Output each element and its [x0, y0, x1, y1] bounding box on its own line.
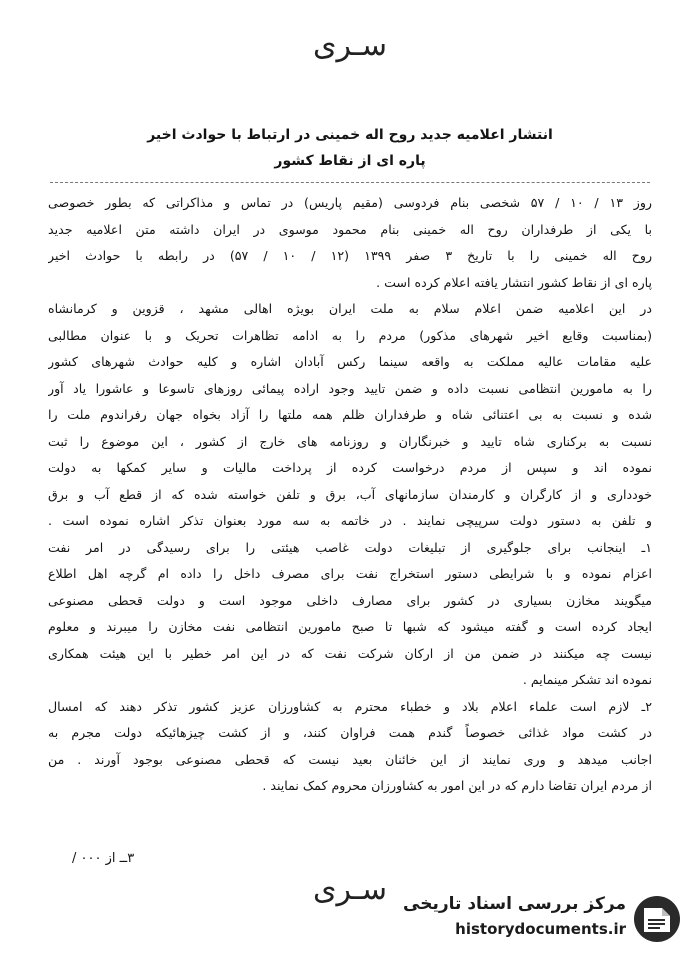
body-line: اعزام نموده و با شرایطی دستور استخراج نفت برای مصرف داخل را داده ام گرچه اهل اطلاع [48, 566, 652, 581]
body-line: پاره ای از نقاط کشور انتشار یافته اعلام کرده است . [376, 274, 652, 290]
body-line: را به مامورین انتظامی نسبت داده و ضمن تایید وجود اراده پیمائی روزهای تاسوعا و عاشورا یاد آور [48, 380, 652, 396]
body-line: نسبت به برکناری شاه تایید و خبرنگاران و روزنامه های خارج از کشور ، این موضوع را ثبت [48, 433, 652, 449]
body-line: روز ۱۳ / ۱۰ / ۵۷ شخصی بنام فردوسی (مقیم پاریس) در تماس و مذاکراتی که بطور خصوصی [48, 195, 652, 210]
body-line: میگویند مخازن بسیاری در کشور برای مصارف داخلی موجود است و دولت قحطی مصنوعی [48, 592, 652, 608]
body-line: ۱ـ اینجانب برای جلوگیری از تبلیغات دولت غاصب هیئتی را برای رسیدگی در امر نفت [48, 539, 652, 555]
watermark-title: مرکز بررسی اسناد تاریخی [403, 894, 626, 914]
body-line: شده و نسبت به بی اعتنائی شاه و طرفداران ظلم همه ملتها را آزاد بخواه جهان رفراندوم ملت را [48, 407, 652, 422]
body-line: خودداری و از کارگران و کارمندان سازمانهای آب، برق و تلفن خواسته شده که از قطع آب و برق [48, 486, 652, 502]
body-line: نیست چه میکنند در ضمن من از ارکان شرکت نفت که در این امر خطیر با این هیئت همکاری [48, 645, 652, 661]
page-number: ۳ــ از ۰۰۰ / [72, 851, 135, 866]
body-line: نموده اند و سپس از مردم درخواست کرده از پرداخت مالیات و سایر کمکها به دولت [48, 460, 652, 475]
archive-logo-icon [632, 894, 682, 944]
watermark-site: historydocuments.ir [455, 920, 626, 938]
classification-stamp-bottom: سـرى [313, 872, 387, 907]
watermark-logo [404, 890, 686, 948]
document-body [48, 190, 652, 800]
document-title-line-1: انتشار اعلامیه جدید روح اله خمینی در ارتباط با حوادث اخیر [147, 127, 553, 143]
body-line: با یکی از طرفداران روح اله خمینی بنام محمود موسوی در ایران داشته متن اعلامیه جدید [48, 221, 652, 237]
body-line: اجانب میدهد و وری نمایند از این خائنان بعید نیست که قحطی مصنوعی بوجود آورند . من [48, 751, 652, 767]
classification-stamp-top: سـرى [313, 28, 387, 63]
body-line: و تلفن به دستور دولت سرپیچی نمایند . در خاتمه به سه مورد بعنوان تذکر اشاره نموده است . [48, 513, 652, 528]
body-line: ۲ـ لازم است علماء اعلام بلاد و خطباء محترم به کشاورزان عزیز کشور تذکر دهند که امسال [48, 698, 652, 714]
document-title-line-2: پاره ای از نقاط کشور [274, 153, 426, 169]
title-divider [50, 182, 650, 183]
body-line: روح اله خمینی را با تاریخ ۳ صفر ۱۳۹۹ (۱۲ / ۱۰ / ۵۷) در رابطه با حوادث اخیر [48, 248, 652, 263]
body-line: در این اعلامیه ضمن اعلام سلام به ملت ایران بویژه اهالی مشهد ، قزوین و کرمانشاه [48, 301, 652, 316]
body-line: از مردم ایران تقاضا دارم که در این امور به کشاورزان محروم کمک نمایند . [262, 778, 652, 793]
body-line: ایجاد کرده است و گفته میشود که شبها تا صبح مامورین انتظامی نفت مخازن را میبرند و معلوم [48, 619, 652, 634]
body-line: علیه مقامات عالیه مملکت به واقعه سینما رکس آبادان اشاره و کلیه حوادث شهرهای کشور [48, 354, 652, 369]
body-line: نموده اند تشکر مینمایم . [522, 672, 652, 687]
body-line: (بمناسبت وقایع اخیر شهرهای مذکور) مردم را به ادامه تظاهرات تحریک و با عنوان مطالبی [48, 327, 652, 343]
body-line: در کشت مواد غذائی خصوصاً گندم همت فراوان کنند، و از کشت چیزهائیکه دولت مجرم به [48, 725, 652, 740]
